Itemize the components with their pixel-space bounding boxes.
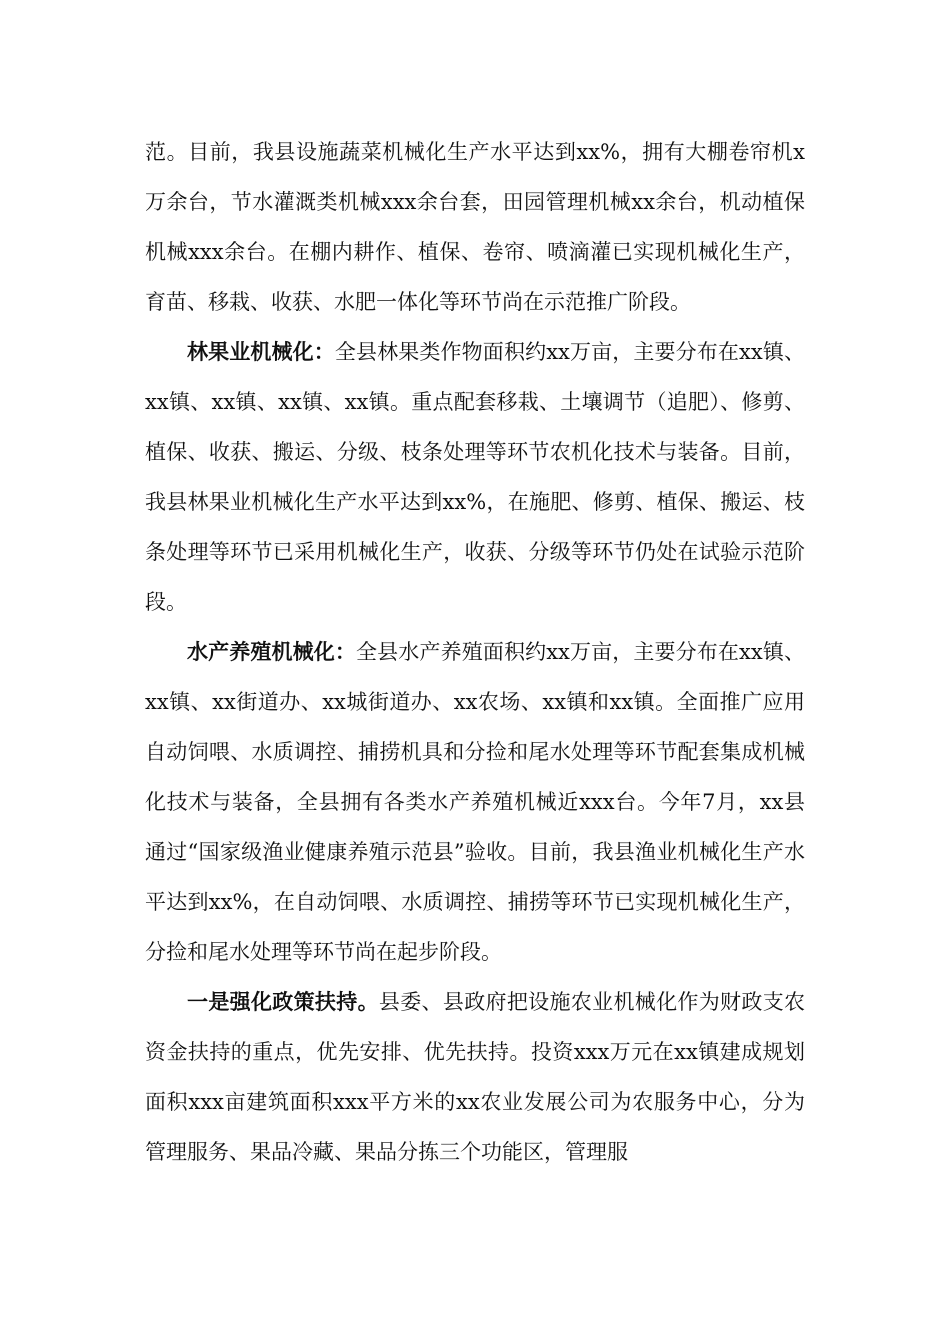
paragraph-text: 全县林果类作物面积约xx万亩，主要分布在xx镇、xx镇、xx镇、xx镇、xx镇。重点配套移栽、土壤调节（追肥）、修剪、植保、收获、搬运、分级、枝条处理等环节农机化技术与装备。目前，我县林果业机械化生产水平达到xx%，在施肥、修剪、植保、搬运、枝条处理等环节已采用机械化生产，收获、分级等环节仍处在试验示范阶段。: [145, 340, 805, 614]
paragraph-policy-support: [145, 977, 805, 1177]
paragraph-vegetable-mechanization: [145, 127, 805, 327]
paragraph-aquaculture-mechanization: [145, 627, 805, 977]
paragraph-forestry-fruit-mechanization: [145, 327, 805, 627]
paragraph-lead: 水产养殖机械化：: [187, 640, 357, 664]
paragraph-lead: 一是强化政策扶持。: [187, 990, 379, 1014]
document-page: [145, 127, 805, 1177]
paragraph-text: 县委、县政府把设施农业机械化作为财政支农资金扶持的重点，优先安排、优先扶持。投资xxx万元在xx镇建成规划面积xxx亩建筑面积xxx平方米的xx农业发展公司为农服务中心，分为管理服务、果品冷藏、果品分拣三个功能区，管理服: [145, 990, 806, 1164]
paragraph-lead: 林果业机械化：: [187, 340, 335, 364]
paragraph-text: 全县水产养殖面积约xx万亩，主要分布在xx镇、xx镇、xx街道办、xx城街道办、xx农场、xx镇和xx镇。全面推广应用自动饲喂、水质调控、捕捞机具和分捡和尾水处理等环节配套集成机械化技术与装备，全县拥有各类水产养殖机械近xxx台。今年7月，xx县通过“国家级渔业健康养殖示范县”验收。目前，我县渔业机械化生产水平达到xx%，在自动饲喂、水质调控、捕捞等环节已实现机械化生产，分捡和尾水处理等环节尚在起步阶段。: [145, 640, 806, 964]
paragraph-text: 范。目前，我县设施蔬菜机械化生产水平达到xx%，拥有大棚卷帘机x万余台，节水灌溉类机械xxx余台套，田园管理机械xx余台，机动植保机械xxx余台。在棚内耕作、植保、卷帘、喷滴灌已实现机械化生产，育苗、移栽、收获、水肥一体化等环节尚在示范推广阶段。: [145, 140, 805, 314]
